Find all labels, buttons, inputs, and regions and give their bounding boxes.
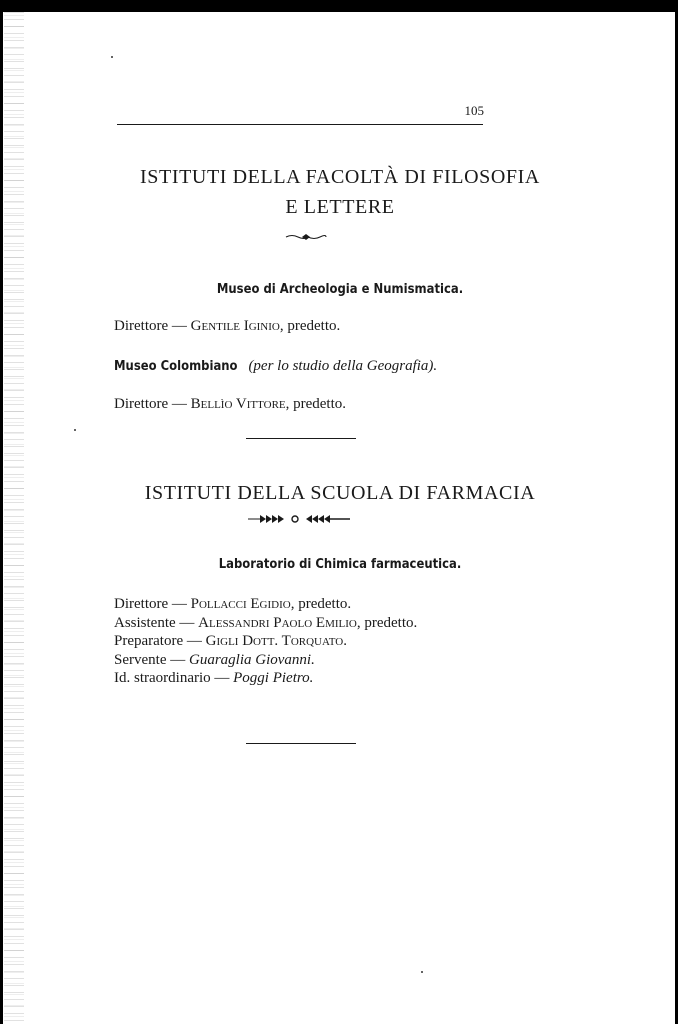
ornament-icon: [284, 231, 328, 243]
staff-row-servente: [114, 651, 417, 670]
name-suffix: , predetto.: [279, 318, 341, 334]
scan-speck: [421, 971, 423, 973]
person-name: Poggi Pietro.: [233, 670, 314, 686]
person-name: Pollacci Egidio: [190, 596, 291, 612]
scan-left-border: [0, 12, 3, 1024]
person-name: Gigli Dott. Torquato: [205, 633, 344, 649]
person-name: Alessandri Paolo Emilio: [198, 614, 357, 631]
laboratorio-heading: Laboratorio di Chimica farmaceutica.: [218, 556, 462, 572]
scan-speck: [111, 56, 113, 58]
person-name: Bellìo Vittore: [190, 396, 286, 412]
laboratorio-staff-list: [114, 595, 417, 688]
role-label: Direttore —: [114, 396, 187, 412]
section-title-line-2: E LETTERE: [285, 196, 395, 218]
staff-row-preparatore: [114, 632, 417, 651]
header-rule: [117, 124, 483, 125]
scan-speck: [74, 429, 76, 431]
scan-left-noise: [4, 12, 24, 1024]
name-suffix: .: [343, 633, 347, 649]
fancy-ornament-icon: [246, 512, 352, 526]
role-label: Direttore —: [114, 318, 187, 334]
role-label: Direttore —: [114, 596, 187, 612]
staff-row-straordinario: [114, 669, 417, 688]
name-suffix: , predetto.: [290, 596, 352, 612]
museo-colombiano-subtitle: (per lo studio della Geografia).: [248, 358, 438, 374]
role-label: Assistente —: [114, 614, 195, 631]
name-suffix: , predetto.: [285, 396, 347, 412]
role-label: Id. straordinario —: [114, 670, 230, 686]
staff-row-assistente: [114, 614, 417, 633]
section-title-filosofia: [60, 162, 620, 222]
museo-colombiano-title: Museo Colombiano: [114, 358, 238, 374]
museo-colombiano-heading: [114, 356, 437, 375]
scan-top-border: [0, 0, 678, 12]
section-title-farmacia: ISTITUTI DELLA SCUOLA DI FARMACIA: [144, 482, 536, 504]
museo-archeologia-director: [114, 317, 340, 335]
person-name: Gentile Iginio: [190, 318, 280, 334]
role-label: Servente —: [114, 651, 186, 668]
person-name: Guaraglia Giovanni.: [188, 651, 315, 668]
end-divider: [246, 743, 356, 744]
name-suffix: , predetto.: [356, 614, 418, 631]
museo-colombiano-director: [114, 395, 346, 413]
section-title-line-1: ISTITUTI DELLA FACOLTÀ DI FILOSOFIA: [140, 166, 540, 188]
role-label: Preparatore —: [114, 633, 202, 649]
museo-archeologia-heading: Museo di Archeologia e Numismatica.: [216, 281, 464, 297]
staff-row-direttore: [114, 595, 417, 614]
page-number: 105: [464, 103, 484, 118]
section-divider: [246, 438, 356, 439]
